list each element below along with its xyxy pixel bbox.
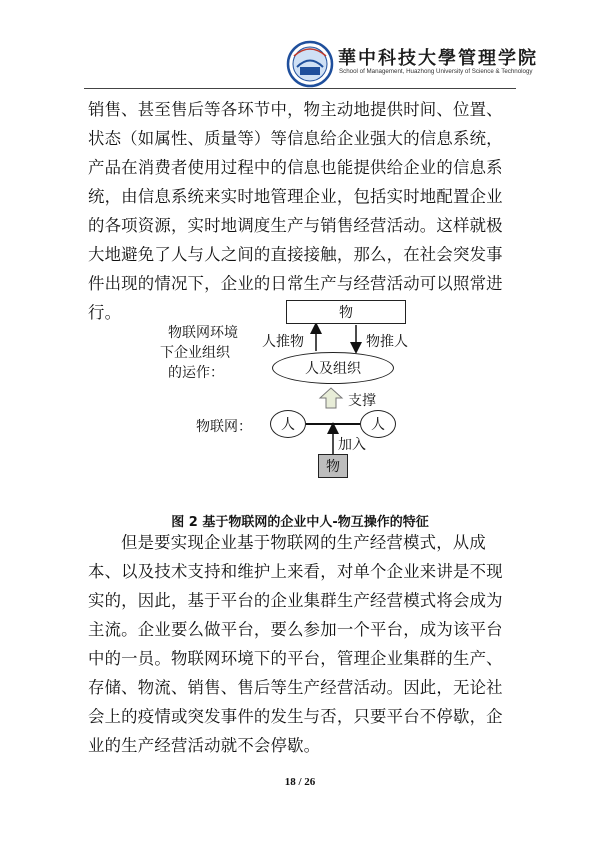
page-number: 18 / 26 (284, 776, 316, 788)
thing-push-label: 物推人 (366, 334, 408, 350)
iot-label: 物联网： (196, 419, 252, 435)
diagram-left-label-2: 下企业组织 (160, 345, 230, 361)
page-header (0, 0, 600, 92)
thing-box-top: 物 (286, 300, 406, 324)
person-ellipse-right: 人 (360, 410, 396, 438)
join-label: 加入 (338, 437, 366, 453)
school-name-chinese: 華中科技大學管理学院 (338, 48, 538, 69)
support-arrow (320, 388, 342, 408)
header-divider (84, 88, 516, 89)
diagram-left-label-3: 的运作： (168, 365, 224, 381)
school-name-english: School of Management, Huazhong University of Science & Technology (339, 68, 533, 75)
thing-box-bottom: 物 (318, 454, 348, 478)
person-ellipse-left: 人 (270, 410, 306, 438)
person-push-label: 人推物 (262, 334, 304, 350)
org-ellipse: 人及组织 (272, 352, 394, 384)
iot-diagram (160, 298, 428, 488)
support-label: 支撑 (348, 393, 376, 409)
diagram-left-label-1: 物联网环境 (168, 325, 238, 341)
figure-caption: 图 2 基于物联网的企业中人-物互操作的特征 (171, 515, 429, 530)
university-logo (286, 40, 334, 88)
body-paragraph-1: 销售、甚至售后等各环节中，物主动地提供时间、位置、状态（如属性、质量等）等信息给企业强大的信息系统，产品在消费者使用过程中的信息也能提供给企业的信息系统，由信息系统来实时地管理企业，包括实时地配置企业的各项资源，实时地调度生产与销售经营活动。这样就极大地避免了人与人之间的直接接触，那么，在社会突发事件出现的情况下，企业的日常生产与经营活动可以照常进行。 (88, 100, 503, 322)
body-paragraph-2: 但是要实现企业基于物联网的生产经营模式，从成本、以及技术支持和维护上来看，对单个企业来讲是不现实的，因此，基于平台的企业集群生产经营模式将会成为主流。企业要么做平台，要么参加一个平台，成为该平台中的一员。物联网环境下的平台，管理企业集群的生产、存储、物流、销售、售后等生产经营活动。因此，无论社会上的疫情或突发事件的发生与否，只要平台不停歇，企业的生产经营活动就不会停歇。 (88, 533, 503, 755)
